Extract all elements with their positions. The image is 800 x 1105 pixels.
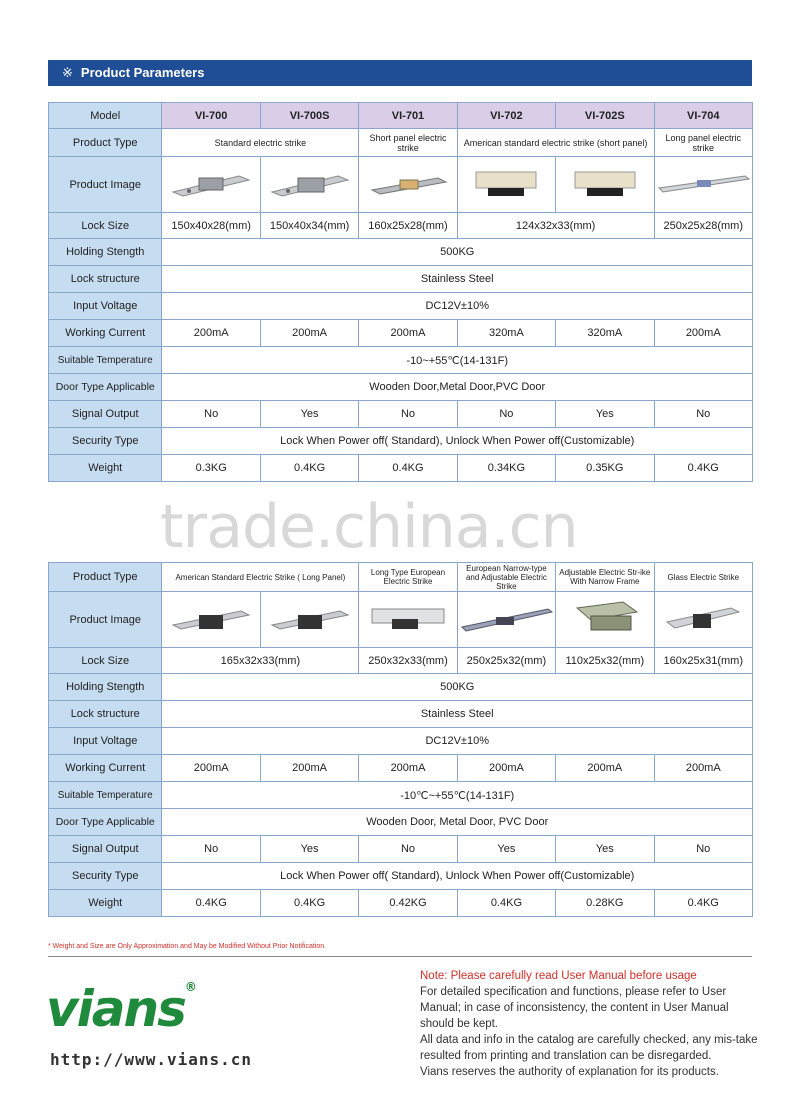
note-text: Vians reserves the authority of explanation for its products. (420, 1066, 719, 1078)
table-row (49, 347, 753, 374)
row-label: Lock Size (49, 648, 162, 674)
signal-cell: Yes (556, 401, 654, 428)
current-cell: 200mA (654, 320, 753, 347)
lock-size-cell: 110x25x32(mm) (556, 648, 654, 674)
table-row (49, 129, 753, 157)
product-type-cell: Standard electric strike (162, 129, 359, 157)
electric-strike-image (169, 166, 253, 200)
row-label: Product Type (49, 129, 162, 157)
row-label: Signal Output (49, 836, 162, 863)
table-row (49, 374, 753, 401)
row-label: Product Type (49, 563, 162, 592)
current-cell: 200mA (260, 755, 358, 782)
lock-size-cell: 160x25x31(mm) (654, 648, 752, 674)
product-type-cell: American Standard Electric Strike ( Long Panel) (162, 563, 359, 592)
product-image (162, 157, 260, 213)
weight-cell: 0.4KG (359, 455, 457, 482)
current-cell: 200mA (654, 755, 752, 782)
product-image (359, 157, 457, 213)
note-text: For detailed specification and functions, please refer to User Manual; in case of inconsistency, the content in User Manual should be kept. (420, 986, 729, 1030)
voltage-cell: DC12V±10% (162, 728, 753, 755)
signal-cell: No (457, 401, 555, 428)
banner-mark: ※ (62, 65, 73, 80)
model-cell: VI-702S (556, 103, 654, 129)
row-label: Security Type (49, 428, 162, 455)
product-image (654, 157, 753, 213)
row-label: Suitable Temperature (49, 347, 162, 374)
weight-cell: 0.4KG (654, 455, 753, 482)
row-label: Input Voltage (49, 728, 162, 755)
table-row (49, 728, 753, 755)
table-row (49, 157, 753, 213)
current-cell: 200mA (457, 755, 555, 782)
row-label: Door Type Applicable (49, 374, 162, 401)
table-row (49, 455, 753, 482)
table-row (49, 809, 753, 836)
note-text: All data and info in the catalog are carefully checked, any mis-take resulted from printing and translation can be disregarded. (420, 1034, 758, 1062)
row-label: Weight (49, 890, 162, 917)
holding-cell: 500KG (162, 239, 753, 266)
table-row (49, 428, 753, 455)
table-row (49, 401, 753, 428)
product-type-cell: Short panel electric strike (359, 129, 457, 157)
table-row (49, 103, 753, 129)
voltage-cell: DC12V±10% (162, 293, 753, 320)
table-row (49, 782, 753, 809)
divider (48, 956, 752, 957)
row-label: Door Type Applicable (49, 809, 162, 836)
temp-cell: -10~+55℃(14-131F) (162, 347, 753, 374)
electric-strike-image (366, 601, 450, 635)
vians-logo (46, 980, 195, 1038)
door-cell: Wooden Door, Metal Door, PVC Door (162, 809, 753, 836)
model-cell: VI-704 (654, 103, 753, 129)
lock-size-cell: 124x32x33(mm) (457, 213, 654, 239)
table-row (49, 674, 753, 701)
table-row (49, 239, 753, 266)
electric-strike-image (563, 166, 647, 200)
lock-size-cell: 150x40x34(mm) (260, 213, 358, 239)
signal-cell: No (162, 836, 260, 863)
current-cell: 200mA (359, 755, 457, 782)
table-row (49, 213, 753, 239)
table-row (49, 648, 753, 674)
structure-cell: Stainless Steel (162, 266, 753, 293)
model-cell: VI-700 (162, 103, 260, 129)
note-heading: Note: Please carefully read User Manual before usage (420, 970, 697, 982)
temp-cell: -10℃~+55℃(14-131F) (162, 782, 753, 809)
weight-cell: 0.28KG (556, 890, 654, 917)
logo-text: vians (46, 980, 185, 1038)
electric-strike-image (657, 166, 751, 200)
lock-size-cell: 165x32x33(mm) (162, 648, 359, 674)
table-row (49, 755, 753, 782)
table-row (49, 293, 753, 320)
current-cell: 200mA (260, 320, 358, 347)
signal-cell: No (359, 836, 457, 863)
table-row (49, 320, 753, 347)
model-cell: VI-702 (457, 103, 555, 129)
product-type-cell: Glass Electric Strike (654, 563, 752, 592)
weight-cell: 0.3KG (162, 455, 260, 482)
row-label: Product Image (49, 157, 162, 213)
spec-table-1 (48, 102, 753, 482)
signal-cell: Yes (260, 836, 358, 863)
section-banner (48, 60, 752, 86)
product-image (162, 592, 260, 648)
product-type-cell: American standard electric strike (short panel) (457, 129, 654, 157)
product-type-cell: European Narrow-type and Adjustable Electric Strike (457, 563, 555, 592)
row-label: Working Current (49, 755, 162, 782)
product-image (556, 157, 654, 213)
table-row (49, 563, 753, 592)
current-cell: 200mA (162, 755, 260, 782)
current-cell: 320mA (556, 320, 654, 347)
row-label: Model (49, 103, 162, 129)
usage-note (420, 968, 760, 1080)
table-row (49, 701, 753, 728)
current-cell: 320mA (457, 320, 555, 347)
structure-cell: Stainless Steel (162, 701, 753, 728)
row-label: Signal Output (49, 401, 162, 428)
footnote: * Weight and Size are Only Approximation and May be Modified Without Prior Notification. (48, 943, 327, 950)
row-label: Input Voltage (49, 293, 162, 320)
current-cell: 200mA (359, 320, 457, 347)
current-cell: 200mA (162, 320, 260, 347)
product-image (260, 592, 358, 648)
electric-strike-image (169, 601, 253, 635)
door-cell: Wooden Door,Metal Door,PVC Door (162, 374, 753, 401)
signal-cell: No (359, 401, 457, 428)
spec-table-2 (48, 562, 753, 917)
weight-cell: 0.4KG (162, 890, 260, 917)
electric-strike-image (460, 601, 554, 635)
row-label: Holding Stength (49, 674, 162, 701)
security-cell: Lock When Power off( Standard), Unlock When Power off(Customizable) (162, 428, 753, 455)
row-label: Holding Stength (49, 239, 162, 266)
table-row (49, 836, 753, 863)
product-image (654, 592, 752, 648)
lock-size-cell: 150x40x28(mm) (162, 213, 260, 239)
model-cell: VI-700S (260, 103, 358, 129)
model-cell: VI-701 (359, 103, 457, 129)
product-type-cell: Long Type European Electric Strike (359, 563, 457, 592)
electric-strike-image (563, 598, 647, 638)
product-image (556, 592, 654, 648)
weight-cell: 0.4KG (457, 890, 555, 917)
weight-cell: 0.4KG (260, 455, 358, 482)
row-label: Product Image (49, 592, 162, 648)
weight-cell: 0.35KG (556, 455, 654, 482)
website-url: http://www.vians.cn (50, 1050, 253, 1069)
weight-cell: 0.4KG (260, 890, 358, 917)
signal-cell: Yes (457, 836, 555, 863)
weight-cell: 0.42KG (359, 890, 457, 917)
product-image (457, 592, 555, 648)
security-cell: Lock When Power off( Standard), Unlock When Power off(Customizable) (162, 863, 753, 890)
row-label: Weight (49, 455, 162, 482)
signal-cell: Yes (260, 401, 358, 428)
electric-strike-image (366, 166, 450, 200)
row-label: Lock structure (49, 266, 162, 293)
product-image (457, 157, 555, 213)
lock-size-cell: 250x25x32(mm) (457, 648, 555, 674)
product-image (260, 157, 358, 213)
row-label: Working Current (49, 320, 162, 347)
table-row (49, 592, 753, 648)
weight-cell: 0.4KG (654, 890, 752, 917)
product-type-cell: Adjustable Electric Str-ike With Narrow Frame (556, 563, 654, 592)
electric-strike-image (268, 166, 352, 200)
banner-title: Product Parameters (80, 65, 205, 80)
electric-strike-image (661, 600, 745, 636)
table-row (49, 863, 753, 890)
product-image (359, 592, 457, 648)
weight-cell: 0.34KG (457, 455, 555, 482)
current-cell: 200mA (556, 755, 654, 782)
row-label: Suitable Temperature (49, 782, 162, 809)
watermark: trade.china.cn (160, 492, 578, 562)
lock-size-cell: 250x25x28(mm) (654, 213, 753, 239)
table-row (49, 266, 753, 293)
product-type-cell: Long panel electric strike (654, 129, 753, 157)
table-row (49, 890, 753, 917)
signal-cell: Yes (556, 836, 654, 863)
signal-cell: No (654, 401, 753, 428)
lock-size-cell: 160x25x28(mm) (359, 213, 457, 239)
row-label: Lock structure (49, 701, 162, 728)
lock-size-cell: 250x32x33(mm) (359, 648, 457, 674)
registered-mark: ® (184, 980, 195, 994)
electric-strike-image (268, 601, 352, 635)
row-label: Security Type (49, 863, 162, 890)
signal-cell: No (654, 836, 752, 863)
electric-strike-image (464, 166, 548, 200)
signal-cell: No (162, 401, 260, 428)
row-label: Lock Size (49, 213, 162, 239)
holding-cell: 500KG (162, 674, 753, 701)
